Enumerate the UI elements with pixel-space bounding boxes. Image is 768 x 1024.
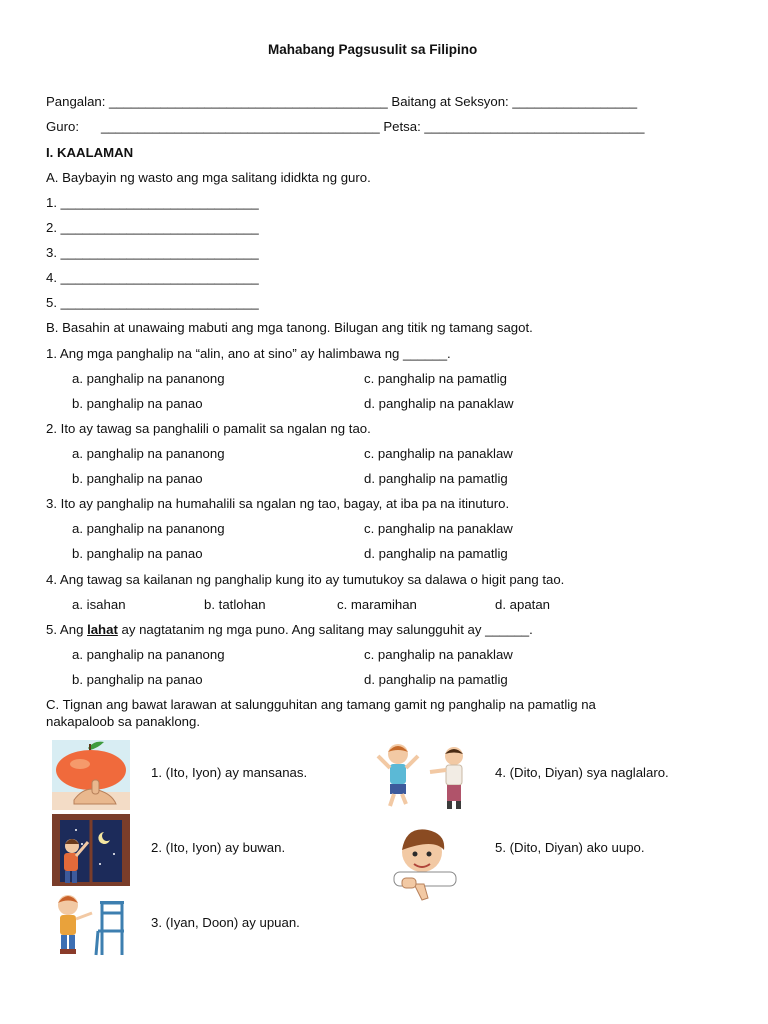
q2-option-b[interactable]: b. panghalip na panao bbox=[72, 471, 203, 486]
q3-option-d[interactable]: d. panghalip na pamatlig bbox=[364, 546, 508, 561]
picture-item-2[interactable]: 2. (Ito, Iyon) ay buwan. bbox=[151, 840, 286, 855]
q2-option-c[interactable]: c. panghalip na panaklaw bbox=[364, 446, 513, 461]
q1-option-c[interactable]: c. panghalip na pamatlig bbox=[364, 371, 507, 386]
section-heading: I. KAALAMAN bbox=[46, 145, 134, 160]
q3-option-a[interactable]: a. panghalip na pananong bbox=[72, 521, 225, 536]
spelling-blank[interactable]: 5. ___________________________ bbox=[46, 295, 259, 310]
q1-option-b[interactable]: b. panghalip na panao bbox=[72, 396, 203, 411]
q2-option-a[interactable]: a. panghalip na pananong bbox=[72, 446, 225, 461]
q5-option-a[interactable]: a. panghalip na pananong bbox=[72, 647, 225, 662]
q1-option-d[interactable]: d. panghalip na panaklaw bbox=[364, 396, 514, 411]
q1-option-a[interactable]: a. panghalip na pananong bbox=[72, 371, 225, 386]
underlined-word: lahat bbox=[87, 622, 118, 637]
part-a-instruction: A. Baybayin ng wasto ang mga salitang ididkta ng guro. bbox=[46, 170, 371, 185]
boy-pointing-down-illustration bbox=[388, 828, 460, 904]
page-title: Mahabang Pagsusulit sa Filipino bbox=[268, 42, 478, 57]
part-c-instruction: C. Tignan ang bawat larawan at salungguhitan ang tamang gamit ng panghalip na pamatlig na bbox=[46, 697, 596, 712]
q4-option-b[interactable]: b. tatlohan bbox=[204, 597, 266, 612]
q4-option-a[interactable]: a. isahan bbox=[72, 597, 126, 612]
q5-option-c[interactable]: c. panghalip na panaklaw bbox=[364, 647, 513, 662]
apple-pointing-illustration bbox=[52, 740, 130, 810]
q4-option-d[interactable]: d. apatan bbox=[495, 597, 550, 612]
picture-item-3[interactable]: 3. (Iyan, Doon) ay upuan. bbox=[151, 915, 300, 930]
chair-pointing-illustration bbox=[52, 891, 130, 959]
teacher-and-date-line[interactable]: ______________________________________ Petsa: ______________________________ bbox=[101, 119, 645, 134]
q3-option-c[interactable]: c. panghalip na panaklaw bbox=[364, 521, 513, 536]
q5-option-d[interactable]: d. panghalip na pamatlig bbox=[364, 672, 508, 687]
picture-item-4[interactable]: 4. (Dito, Diyan) sya naglalaro. bbox=[495, 765, 669, 780]
teacher-label: Guro: bbox=[46, 119, 79, 134]
q5-option-b[interactable]: b. panghalip na panao bbox=[72, 672, 203, 687]
picture-item-5[interactable]: 5. (Dito, Diyan) ako uupo. bbox=[495, 840, 645, 855]
part-c-instruction-cont: nakapaloob sa panaklong. bbox=[46, 714, 200, 729]
q4-option-c[interactable]: c. maramihan bbox=[337, 597, 417, 612]
question-2: 2. Ito ay tawag sa panghalili o pamalit sa ngalan ng tao. bbox=[46, 421, 371, 436]
spelling-blank[interactable]: 4. ___________________________ bbox=[46, 270, 259, 285]
boys-playing-illustration bbox=[372, 742, 472, 812]
spelling-blank[interactable]: 1. ___________________________ bbox=[46, 195, 259, 210]
q2-option-d[interactable]: d. panghalip na pamatlig bbox=[364, 471, 508, 486]
question-5 bbox=[46, 622, 533, 638]
question-1: 1. Ang mga panghalip na “alin, ano at sino” ay halimbawa ng ______. bbox=[46, 346, 451, 361]
part-b-instruction: B. Basahin at unawaing mabuti ang mga tanong. Bilugan ang titik ng tamang sagot. bbox=[46, 320, 533, 335]
question-5-text: 5. Ang bbox=[46, 622, 88, 637]
spelling-blank[interactable]: 3. ___________________________ bbox=[46, 245, 259, 260]
name-and-section-line[interactable]: Pangalan: ______________________________________ Baitang at Seksyon: _________________ bbox=[46, 94, 638, 109]
question-3: 3. Ito ay panghalip na humahalili sa ngalan ng tao, bagay, at iba pa na itinuturo. bbox=[46, 496, 510, 511]
spelling-blank[interactable]: 2. ___________________________ bbox=[46, 220, 259, 235]
question-5-text: ay nagtatanim ng mga puno. Ang salitang may salungguhit ay ______. bbox=[117, 622, 533, 637]
question-4: 4. Ang tawag sa kailanan ng panghalip kung ito ay tumutukoy sa dalawa o higit pang tao. bbox=[46, 572, 565, 587]
q3-option-b[interactable]: b. panghalip na panao bbox=[72, 546, 203, 561]
moon-window-illustration bbox=[52, 814, 130, 886]
picture-item-1[interactable]: 1. (Ito, Iyon) ay mansanas. bbox=[151, 765, 308, 780]
